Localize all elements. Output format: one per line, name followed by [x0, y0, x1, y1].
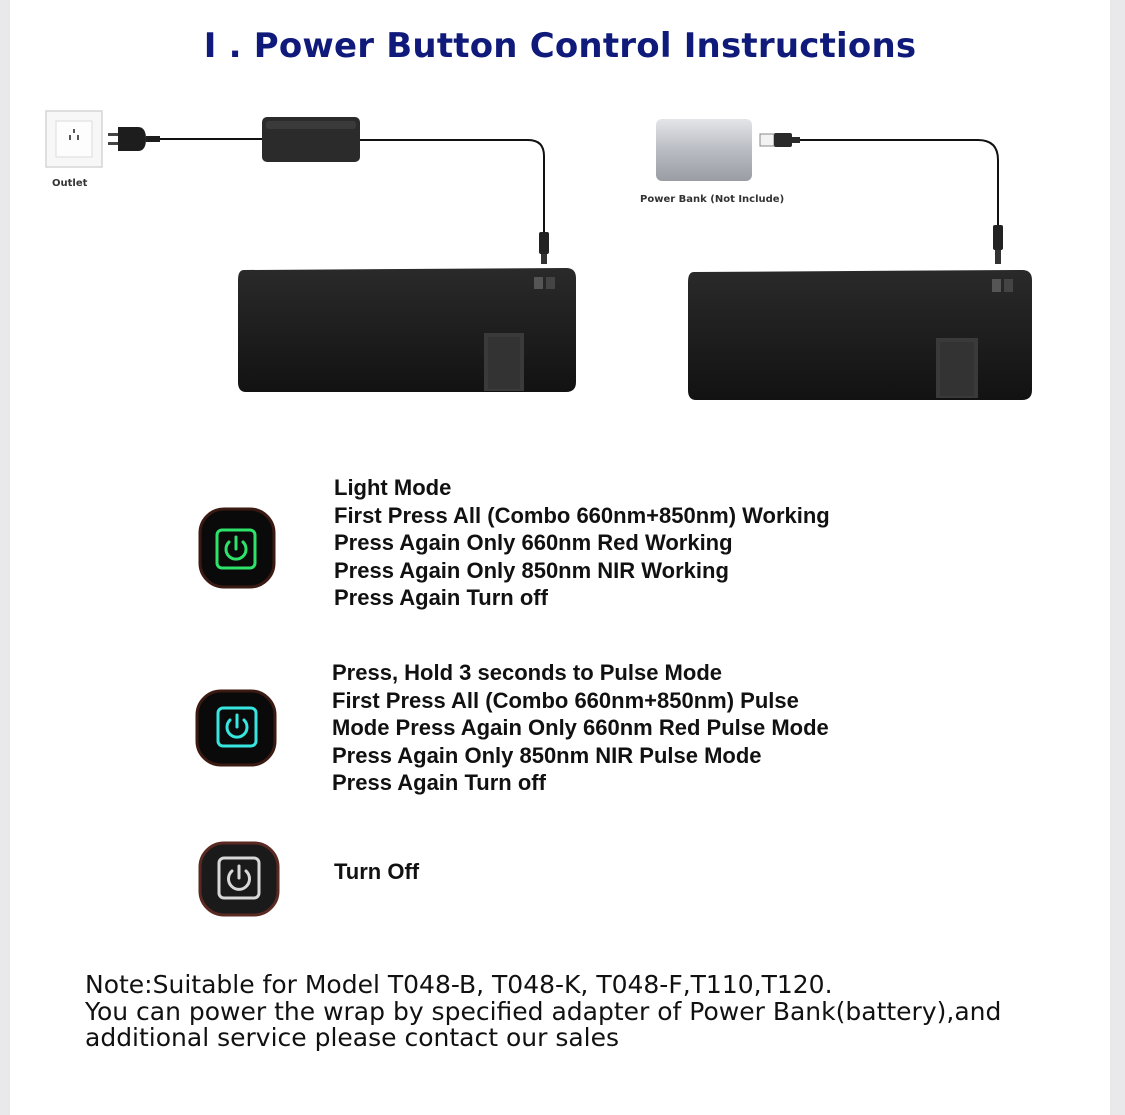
connection-diagram — [10, 0, 1110, 420]
power-icon-green — [197, 506, 277, 590]
instruction-line: Press Again Turn off — [334, 585, 548, 611]
instruction-line: Press, Hold 3 seconds to Pulse Mode — [332, 660, 722, 685]
instruction-line: First Press All (Combo 660nm+850nm) Working — [334, 502, 830, 528]
light-therapy-wrap-right — [688, 270, 1032, 400]
power-bank-icon — [656, 119, 752, 181]
turn-off-instruction — [334, 858, 419, 886]
note-line: You can power the wrap by specified adapter of Power Bank(battery),and — [85, 996, 1002, 1026]
instruction-line: Press Again Only 660nm Red Working — [334, 530, 733, 556]
pulse-mode-instructions — [332, 659, 829, 797]
instruction-line: First Press All (Combo 660nm+850nm) Pulse — [332, 687, 799, 713]
outlet-label: Outlet — [52, 178, 88, 189]
note-line: Note:Suitable for Model T048-B, T048-K, T048-F,T110,T120. — [85, 970, 833, 999]
instruction-line: Turn Off — [334, 859, 420, 884]
power-icon-cyan — [194, 688, 278, 768]
instruction-line: Press Again Only 850nm NIR Working — [334, 557, 729, 583]
outlet-icon — [46, 111, 102, 167]
light-mode-instructions — [334, 474, 830, 612]
power-adapter-icon — [262, 117, 360, 162]
light-therapy-wrap-left — [238, 268, 576, 392]
instruction-line: Light Mode — [334, 475, 452, 500]
plug-icon — [108, 127, 160, 151]
instruction-page — [10, 0, 1110, 1115]
note-line: additional service please contact our sales — [85, 1023, 620, 1052]
power-bank-label: Power Bank (Not Include) — [640, 194, 785, 205]
usb-plug-icon — [760, 133, 800, 147]
instruction-line: Press Again Turn off — [332, 770, 546, 796]
instruction-line: Mode Press Again Only 660nm Red Pulse Mode — [332, 715, 829, 741]
page-title: I . Power Button Control Instructions — [203, 26, 917, 66]
instruction-line: Press Again Only 850nm NIR Pulse Mode — [332, 742, 762, 768]
power-icon-off — [197, 840, 281, 918]
model-note — [85, 972, 1001, 1052]
